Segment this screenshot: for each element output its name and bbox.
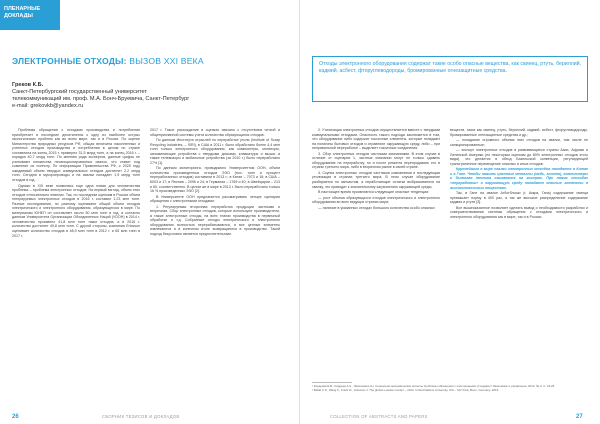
- paragraph: Все вышесказанное позволяет сделать вывод о необходимости разработки и совершенствования системы обращения с отходами электрического и электронного оборудования как в мире, так и в России.: [450, 205, 588, 219]
- author-block: [12, 82, 282, 110]
- paragraph: Так, в Гане на свалке Агбогблоши (г. Аккра, Гана) содержание свинца превышает норму в 400 раз, а так же высокое распределение содержание кадмия и ртути [3].: [450, 191, 588, 205]
- footnote-2: ² Baldé C.P., Wang F., Kuehr R., Huisman J. The global e-waste monitor – 2014. United Nations University, IAS – SCYCLE, Bonn, Germany, 2015.: [312, 387, 500, 392]
- page-number-left: 26: [12, 414, 19, 420]
- paragraph: 2. Утилизация электронных отходов осуществляется вместе с твердыми коммунальными отходами. Опасность такого подхода заключается в том, что оборудование либо содержит токсичные элементы, которые попадают на полигоны бытовых отходов и отравляют окружающую среду, либо – при неправильной переработке – выделяет токсичные соединения.: [312, 128, 440, 151]
- author-name: Греков К.Б.: [12, 82, 44, 88]
- article-title: [12, 56, 204, 66]
- footnote-1: ¹ Кирдеева Е.Б., Кирдеев А.А., Ласинская Н.Н. Социально-экономические аспекты проблемы обращения с электронными отходами // Экономика и управление. 2014. № 3. С. 23-26.: [312, 384, 556, 388]
- title-bold: ЭЛЕКТРОННЫЕ ОТХОДЫ:: [12, 56, 127, 66]
- paragraph: По данным мониторинга, проводимого Университетом ООН, объем количества произведенных отходов ЭЭО (тыс. тонн и процент переработанных отходов) составили в 2013 г.: в Китае – 7073 и 18; в США – 6003 и 17; в Японии – 2096 и 24; в Германии – 1769 и 40; в Швейцарии – 213 и 80, соответственно. В целом же в мире в 2013 г. было переработано только 16 % произведенных ЭЭО [2].: [150, 166, 280, 194]
- rubric-line-1: ПЛЕНАРНЫЕ: [4, 6, 41, 12]
- paragraph: — наличие в указанных отходах большого количества особо опасных: [318, 205, 435, 210]
- title-thin: ВЫЗОВ XXI ВЕКА: [126, 56, 204, 66]
- paragraph: По данным Института отраслей по переработке утиля (Institute of Scrap Recycling Industries, – ISRI), в США в 2011 г. было обработано более 4,4 млн тонн только электронного оборудования, как компьютеры, мониторы, запоминающие устройства с твердыми дисками, клавиатуры и мыши, а также телевизоры и мобильные устройства (за 2010 г.) было переработано 27% [1].: [150, 138, 280, 165]
- left-column-1: [12, 128, 140, 398]
- right-page: [300, 0, 600, 424]
- paragraph: В настоящее время проявляются следующие опасные тенденции:: [318, 190, 430, 195]
- affiliation-line-1: Санкт-Петербургский государственный университет: [12, 89, 148, 95]
- footnote-separator: [312, 382, 352, 383]
- rubric-line-2: ДОКЛАДЫ: [4, 13, 33, 19]
- paragraph: Проблема обращения с отходами производства и потребления приобретает в последние десятилетия к одну из наиболее острых экологических проблем как во всем мире, так и в России. По оценке Министерства природных ресурсов РФ, общая величина накопленных и учтенных отходов производства и потребления в целом по стране составляла на конец 2015 г. примерно 31,5 млрд тонн, а на конец 2016 г. – порядка 40,7 млрд тонн. По мнению ряда экспертов, данные цифры не учитывают множества несанкционированных свалок, что ставит под сомнение их полноту. По информации Правительства РФ, к 2025 году ожидаемый объем твердых коммунальных отходов достигнет 2,2 млрд тонн. Сегодня в мусоропроводы и на свалки попадает 1,9 млрд тонн отходов в год.: [12, 128, 140, 183]
- author-email: e-mail: grekovkb@yandex.ru: [12, 103, 84, 109]
- paragraph: — рост объема образующихся отходов электрического и электронного оборудования во всех ведущих странах мира;: [312, 195, 440, 205]
- abstract-box: Отходы электронного оборудования содержат такие особо опасные вещества, как свинец, ртуть, бериллий, кадмий, асбест, фторуглеводороды, бромированные огнезащитные средства.: [312, 56, 588, 102]
- left-column-2: [150, 128, 280, 398]
- paragraph: — экспорт электронных отходов в развивающиеся страны Азии, Африки и Латинской Америки (по некоторым оценкам до 80% электронных отходов этого вида), что делается в обход Базельской конвенции, регулирующей трансграничное перемещение опасных и иных отходов.: [450, 148, 588, 166]
- paragraph: Однако в XXI веке появилась еще одна новая для человечества проблема – проблема электронных отходов. На первый взгляд, объем этих отходов относительно невелик. Так, по последним оценкам в России объем генерируемых электронных отходов в 2016 г. составил 1,23 млн тонн. Разные исследования, по разному оценивают общий объем отходов электрического и электронного оборудования, образующегося в мире. По материалам ЮНЕП он составляет около 50 млн тонн в год, а согласно данным Университета Организации Объединенных Наций (УООН) в 2014 г. человечество произвело 41,8 млн тонн таких отходов, а в 2016 г. количество достигнет 49,8 млн тонн. С другой стороны, компания Ericsson оценивает количество отходов в 48,9 млн тонн в 2012 г. и 65 млн тонн в 2017 г.: [12, 183, 140, 238]
- affiliation-line-2: телекоммуникаций им. проф. М.А. Бонч-Бруевича, Санкт-Петербург: [12, 96, 190, 102]
- paragraph: 4. Скупка электронных отходов частными компаниями и последующая утилизация в странах третьего мира. В этом случае оборудование разбирается по запчастям, а неработающие остатки выбрасываются на свалку, что приводит к значительному загрязнению окружающей среды.: [312, 170, 440, 189]
- paragraph: В Университете ООН предлагается рассматривать четыре сценария обращения с электронными отходами:: [150, 194, 280, 204]
- page-number-right: 27: [576, 414, 583, 420]
- highlight-paragraph: Крупнейшим в мире свалки электронных отходов находятся в Китае и в Гане. Чтобы нажить цветные металлы (медь, золото), компьютеры и бытовая техника сжигаются на кострах. При таких способах «переработки» в окружающую среду попадают опасные элементы в высокотоксичных веществах.: [450, 167, 588, 190]
- paragraph: 2017 г. Такое расхождение в оценках связано с отсутствием четкой и общепризнанной системы учета количества образующихся отходов.: [150, 128, 280, 137]
- paragraph: 3. Сбор электронных отходов частными компаниями. В этом случае в отличие от сценария 1, частные компании могут не только сдавать оборудование на переработку, но и после ремонта перепродавать его в страны третьего мира, либо в вторичном рынке в своей стране.: [312, 151, 440, 170]
- paragraph: 1. Регулируемая вторичная переработка продукции частными и вторичная. Сбор электронных отходов, которые используют производители, а также электронные отходы, на всех этапах производства в первичный обработке и т.д. Собранные отходы электрического и электронного оборудования полностью перерабатываются, а все ценные элементы извлекаются и в конечном итоге возвращаются в производство. Такой подход безусловно является предпочтительным.: [150, 204, 280, 237]
- footnotes: [312, 385, 588, 392]
- footer-right: COLLECTION OF ABSTRACTS AND PAPERS: [330, 414, 428, 419]
- right-column-1: [312, 128, 440, 378]
- paragraph: веществ, таких как свинец, ртуть, бериллий, кадмий, асбест, фторуглеводороды, бромированные огнезащитные средства и др.;: [450, 128, 588, 137]
- paragraph: — попадание огромного объема этих отходов на свалки, том числе не санкционированные;: [450, 138, 588, 147]
- right-column-2: [450, 128, 588, 378]
- section-rubric: [0, 0, 60, 30]
- footer-left: СБОРНИК ТЕЗИСОВ И ДОКЛАДОВ: [102, 414, 180, 419]
